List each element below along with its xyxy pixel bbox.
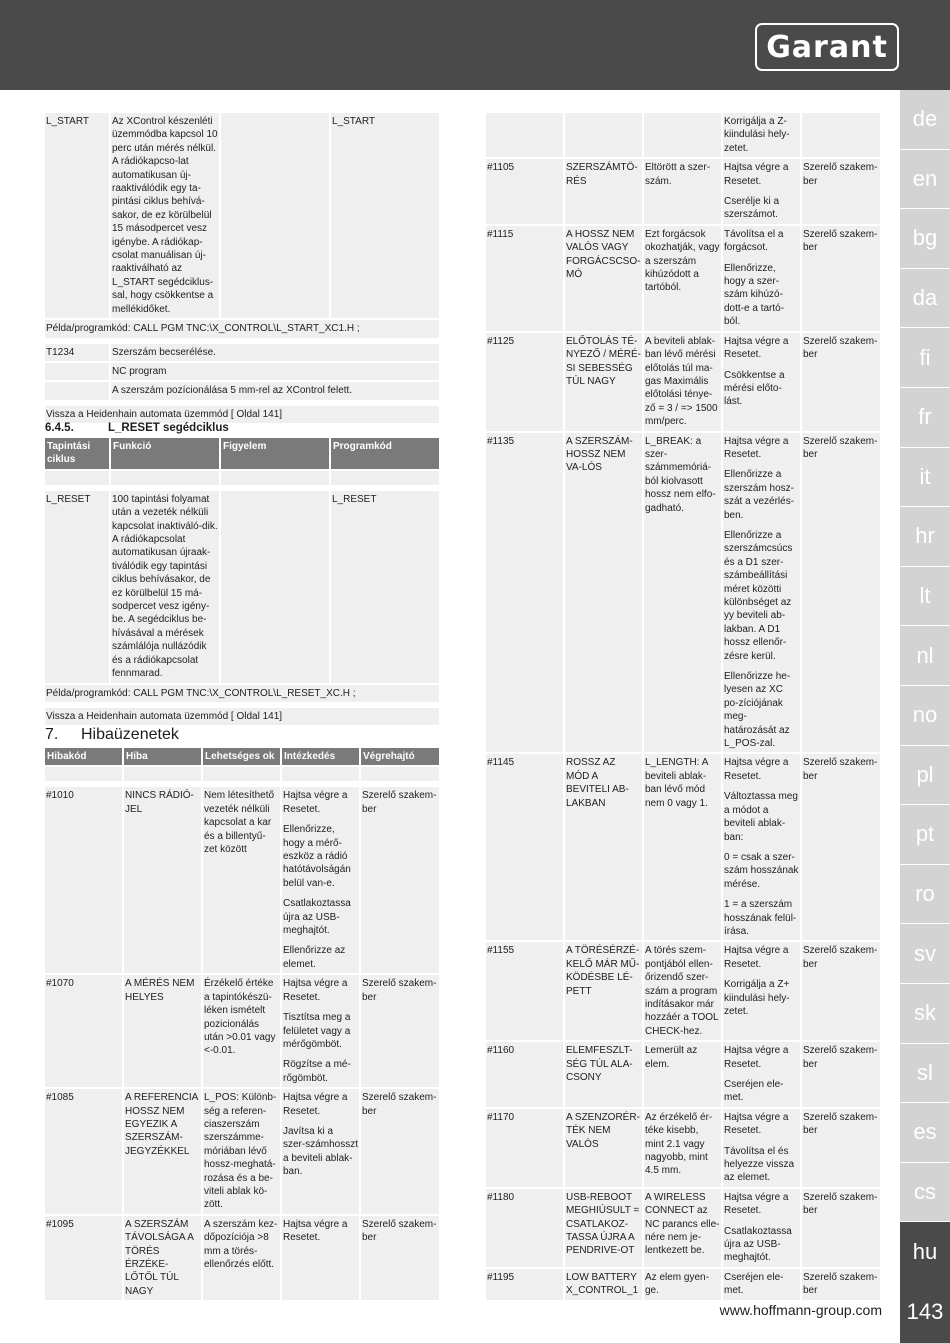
section-number: 6.4.5.: [45, 422, 74, 434]
table-header: [45, 438, 441, 471]
error-row: [45, 1216, 441, 1302]
action-step: Cserélje ki a szerszámot.: [724, 196, 780, 221]
error-executor: Szerelő szakem-ber: [802, 754, 882, 942]
error-cause: [644, 113, 723, 159]
tab-lang-it[interactable]: it: [900, 448, 950, 508]
error-actions: [723, 942, 802, 1042]
error-actions: [723, 1109, 802, 1189]
table-row: [45, 344, 441, 363]
error-executor: Szerelő szakem-ber: [802, 433, 882, 755]
table-row: [45, 382, 441, 401]
step-text: A szerszám pozícionálása 5 mm-rel az XControl felett.: [111, 382, 441, 401]
action-step: Rögzítse a mé-rőgömböt.: [283, 1059, 351, 1084]
lstart-table: [45, 113, 441, 425]
action-step: Csökkentse a mérési előto-lást.: [724, 369, 785, 408]
error-name: NINCS RÁDIÓ-JEL: [124, 787, 203, 975]
error-actions: [723, 1269, 802, 1302]
error-executor: Szerelő szakem-ber: [361, 1216, 441, 1302]
action-step: Hajtsa végre a Resetet.: [724, 1191, 789, 1217]
action-step: Csatlakoztassa újra az USB-meghajtót.: [724, 1225, 792, 1264]
section-heading-645: [45, 422, 229, 434]
code-cell: L_RESET: [331, 491, 441, 685]
error-cause: Lemerült az elem.: [644, 1042, 723, 1109]
error-code: #1125: [486, 333, 565, 433]
error-cause: L_POS: Különb-ség a referen-ciaszerszám szerszámme-móriában lévő hossz-meghatá-rozása és a be-viteli ablak kö-zött.: [203, 1089, 282, 1216]
error-name: A SZERSZÁM-HOSSZ NEM VA-LÓS: [565, 433, 644, 755]
col-header: Intézkedés: [282, 748, 361, 767]
table-row: [45, 320, 441, 339]
error-actions: [723, 1042, 802, 1109]
error-code: #1010: [45, 787, 124, 975]
tab-lang-de[interactable]: de: [900, 90, 950, 150]
table-row: [45, 685, 441, 704]
error-executor: Szerelő szakem-ber: [802, 942, 882, 1042]
tab-lang-da[interactable]: da: [900, 269, 950, 329]
lreset-table: [45, 438, 441, 727]
action-step: Cseréjen ele-met.: [724, 1079, 784, 1104]
col-header: Tapintási ciklus: [45, 438, 111, 471]
tab-lang-ro[interactable]: ro: [900, 865, 950, 925]
section-title: L_RESET segédciklus: [108, 422, 229, 434]
action-step: Ellenőrizze a szerszámcsúcs és a D1 szer-számbeállítási méret közötti különbséget az yy beviteli ab-lakban. A D1 hossz ellenőr-zésre kerül.: [724, 529, 793, 662]
code-cell: L_START: [331, 113, 441, 320]
error-row: [486, 433, 882, 755]
function-cell: Az XControl készenléti üzemmódba kapcsol 10 perc után mérés nélkül. A rádiókapcso-lat automatikusan új-raaktiválódik egy ta-pintási ciklus behívá-sakor, de ez körülbelül 15 másodpercet vesz igénybe. A rádiókap-csolat manuálisan új-raaktiválható az L_START segédciklus-sal, hogy csökkentse a mellékidőket.: [111, 113, 221, 320]
footer-url[interactable]: www.hoffmann-group.com: [719, 1302, 882, 1318]
section-title: Hibaüzenetek: [81, 726, 179, 743]
error-executor: Szerelő szakem-ber: [802, 226, 882, 333]
cycle-cell: L_START: [45, 113, 111, 320]
action-step: 1 = a szerszám hosszának felül-írása.: [724, 899, 797, 937]
function-cell: 100 tapintási folyamat után a vezeték nélküli kapcsolat inaktiváló-dik. A rádiókapcsolat automatikusan újraak-tiválódik egy tapintási ciklus behívásakor, de ez körülbelül 15 má-sodpercet vesz igény-be. A segédciklus be-hívásával a mérések számlálója nullázódik és a rádiókapcsolat fennmarad.: [111, 491, 221, 685]
error-row: [45, 1089, 441, 1216]
error-executor: Szerelő szakem-ber: [802, 1189, 882, 1269]
error-name: A SZENZORÉR-TÉK NEM VALÓS: [565, 1109, 644, 1189]
action-step: Hajtsa végre a Resetet.: [724, 757, 789, 782]
error-row: [45, 787, 441, 975]
error-cause: A törés szem-pontjából ellen-őrizendő szer-szám a program indításakor már hozzáér a TOOL CHECK-hez.: [644, 942, 723, 1042]
action-step: Távolítsa el a forgácsot.: [724, 228, 784, 254]
action-step: Hajtsa végre a Resetet.: [283, 790, 348, 815]
error-executor: Szerelő szakem-ber: [802, 1042, 882, 1109]
action-step: Hajtsa végre a Resetet.: [283, 1092, 348, 1117]
language-tabs: [900, 90, 950, 1282]
error-cause: A szerszám kez-dőpozíciója >8 mm a törés-ellenőrzés előtt.: [203, 1216, 282, 1302]
error-executor: Szerelő szakem-ber: [361, 1089, 441, 1216]
table-row: [45, 491, 441, 685]
tab-lang-sv[interactable]: sv: [900, 924, 950, 984]
tab-lang-nl[interactable]: nl: [900, 626, 950, 686]
error-code: #1155: [486, 942, 565, 1042]
error-executor: Szerelő szakem-ber: [802, 1269, 882, 1302]
tab-lang-fi[interactable]: fi: [900, 328, 950, 388]
error-row: [486, 1109, 882, 1189]
step-text: NC program: [111, 363, 441, 382]
error-actions: [723, 159, 802, 226]
tab-lang-fr[interactable]: fr: [900, 388, 950, 448]
error-name: [565, 113, 644, 159]
error-name: USB-REBOOT MEGHIÚSULT = CSATLAKOZ-TASSA ÚJRA A PENDRIVE-OT: [565, 1189, 644, 1269]
col-header: Programkód: [331, 438, 441, 471]
col-header: Hibakód: [45, 748, 124, 767]
action-step: Távolítsa el és helyezze vissza az elemet.: [724, 1145, 795, 1184]
action-step: Hajtsa végre a Resetet.: [724, 335, 789, 361]
error-actions: [723, 754, 802, 942]
garant-logo: Garant: [755, 23, 899, 71]
error-actions: [282, 1216, 361, 1302]
col-header: Végrehajtó: [361, 748, 441, 767]
error-table-left: [45, 748, 441, 1302]
error-actions: [282, 787, 361, 975]
error-actions: [282, 1089, 361, 1216]
error-code: [486, 113, 565, 159]
error-cause: Ezt forgácsok okozhatják, vagy a szerszám kihúzódott a tartóból.: [644, 226, 723, 333]
example-cell: Példa/programkód: CALL PGM TNC:\X_CONTROL\L_RESET_XC.H ;: [45, 685, 441, 704]
error-row: [486, 1269, 882, 1302]
error-name: A REFERENCIA HOSSZ NEM EGYEZIK A SZERSZÁM-JEGYZÉKKEL: [124, 1089, 203, 1216]
action-step: Hajtsa végre a Resetet.: [724, 1045, 789, 1070]
error-table-right: [486, 113, 882, 1302]
error-name: LOW BATTERY X_CONTROL_1: [565, 1269, 644, 1302]
table-row: [45, 363, 441, 382]
error-actions: [723, 1189, 802, 1269]
error-code: #1170: [486, 1109, 565, 1189]
table-header: [45, 748, 441, 767]
action-step: Hajtsa végre a Resetet.: [724, 945, 789, 970]
error-row: [45, 975, 441, 1089]
error-cause: Érzékelő értéke a tapintókészü-léken ismételt pozicionálás után >0.01 vagy <-0.01.: [203, 975, 282, 1089]
action-step: Ellenőrizze he-lyesen az XC po-zíciójának meg-határozását az L_POS-zal.: [724, 671, 791, 750]
action-step: Cseréjen ele-met.: [724, 1271, 784, 1297]
tab-lang-pt[interactable]: pt: [900, 805, 950, 865]
action-step: Javítsa ki a szer-számhosszt a beviteli ablak-ban.: [283, 1125, 359, 1178]
action-step: Hajtsa végre a Resetet.: [724, 1111, 789, 1137]
error-actions: [723, 433, 802, 755]
error-code: #1070: [45, 975, 124, 1089]
error-code: #1135: [486, 433, 565, 755]
error-code: #1085: [45, 1089, 124, 1216]
tab-lang-hu[interactable]: hu: [900, 1222, 950, 1282]
error-row: [486, 226, 882, 333]
error-name: A HOSSZ NEM VALÓS VAGY FORGÁCSCSO-MÓ: [565, 226, 644, 333]
error-row: [486, 942, 882, 1042]
action-step: Korrigálja a Z+ kiindulási hely-zetet.: [724, 979, 790, 1017]
error-executor: Szerelő szakem-ber: [361, 787, 441, 975]
error-actions: [723, 226, 802, 333]
section-number: 7.: [45, 726, 59, 743]
tab-lang-pl[interactable]: pl: [900, 746, 950, 806]
table-row: [45, 471, 441, 487]
attention-cell: [221, 491, 331, 685]
error-name: A MÉRÉS NEM HELYES: [124, 975, 203, 1089]
col-header: Funkció: [111, 438, 221, 471]
action-step: Változtassa meg a módot a beviteli ablak-ban:: [724, 791, 798, 843]
action-step: Tisztítsa meg a felületet vagy a mérőgömböt.: [283, 1012, 351, 1050]
error-name: SZERSZÁMTÖ-RÉS: [565, 159, 644, 226]
error-cause: L_LENGTH: A beviteli ablak-ban lévő mód nem 0 vagy 1.: [644, 754, 723, 942]
tab-lang-hr[interactable]: hr: [900, 507, 950, 567]
error-row: [486, 1189, 882, 1269]
error-name: ROSSZ AZ MÓD A BEVITELI AB-LAKBAN: [565, 754, 644, 942]
error-code: #1145: [486, 754, 565, 942]
tab-lang-sl[interactable]: sl: [900, 1044, 950, 1104]
error-row: [486, 113, 882, 159]
attention-cell: [221, 113, 331, 320]
back-link[interactable]: Vissza a Heidenhain automata üzemmód [ Oldal 141]: [45, 708, 441, 727]
error-cause: Nem létesíthető vezeték nélküli kapcsolat a kar és a billentyű-zet között: [203, 787, 282, 975]
error-row: [486, 1042, 882, 1109]
table-row: [45, 708, 441, 727]
error-cause: A WIRELESS CONNECT az NC parancs elle-nére nem je-lentkezett be.: [644, 1189, 723, 1269]
action-step: Korrigálja a Z-kiindulási hely-zetet.: [724, 116, 790, 154]
error-code: #1115: [486, 226, 565, 333]
error-actions: [282, 975, 361, 1089]
step-code: T1234: [45, 344, 111, 363]
error-actions: [723, 113, 802, 159]
tab-lang-no[interactable]: no: [900, 686, 950, 746]
tab-lang-en[interactable]: en: [900, 150, 950, 210]
header-bar: [0, 0, 950, 90]
error-actions: [723, 333, 802, 433]
error-row: [486, 333, 882, 433]
section-heading-7: [45, 726, 179, 744]
error-code: #1180: [486, 1189, 565, 1269]
action-step: 0 = csak a szer-szám hosszának mérése.: [724, 851, 799, 890]
error-cause: Az érzékelő ér-téke kisebb, mint 2.1 vagy nagyobb, mint 4.5 mm.: [644, 1109, 723, 1189]
action-step: Hajtsa végre a Resetet.: [283, 1218, 348, 1244]
table-row: [45, 113, 441, 320]
step-code: [45, 382, 111, 401]
error-name: ELEMFESZLT-SÉG TÚL ALA-CSONY: [565, 1042, 644, 1109]
action-step: Hajtsa végre a Resetet.: [283, 978, 348, 1003]
error-executor: Szerelő szakem-ber: [802, 159, 882, 226]
error-code: #1105: [486, 159, 565, 226]
action-step: Ellenőrizze a szerszám hosz-szát a vezérlés-ben.: [724, 469, 795, 521]
error-code: #1095: [45, 1216, 124, 1302]
error-executor: Szerelő szakem-ber: [802, 1109, 882, 1189]
error-code: #1195: [486, 1269, 565, 1302]
action-step: Csatlakoztassa újra az USB-meghajtót.: [283, 898, 351, 937]
error-row: [486, 754, 882, 942]
table-row: [45, 767, 441, 783]
error-cause: Az elem gyen-ge.: [644, 1269, 723, 1302]
error-cause: L_BREAK: a szer-számmemóriá-ból kiolvasott hossz nem elfo-gadható.: [644, 433, 723, 755]
tab-lang-es[interactable]: es: [900, 1103, 950, 1163]
error-cause: A beviteli ablak-ban lévő mérési előtolás túl ma-gas Maximális előtolási ténye-ző = 3 / => 1500 mm/perc.: [644, 333, 723, 433]
tab-lang-bg[interactable]: bg: [900, 209, 950, 269]
action-step: Ellenőrizze, hogy a szer-szám kihúzó-dott-e a tartó-ból.: [724, 262, 785, 328]
step-text: Szerszám becserélése.: [111, 344, 441, 363]
error-executor: Szerelő szakem-ber: [802, 333, 882, 433]
error-row: [486, 159, 882, 226]
tab-lang-cs[interactable]: cs: [900, 1163, 950, 1223]
tab-lang-lt[interactable]: lt: [900, 567, 950, 627]
cycle-cell: L_RESET: [45, 491, 111, 685]
step-code: [45, 363, 111, 382]
error-executor: Szerelő szakem-ber: [361, 975, 441, 1089]
page-number: 143: [900, 1281, 950, 1343]
error-name: ELŐTOLÁS TÉ-NYEZŐ / MÉRÉ-SI SEBESSÉG TÚL NAGY: [565, 333, 644, 433]
example-cell: Példa/programkód: CALL PGM TNC:\X_CONTROL\L_START_XC1.H ;: [45, 320, 441, 339]
back-link[interactable]: Vissza a Heidenhain automata üzemmód [ Oldal 141]: [45, 406, 441, 425]
error-name: A TÖRÉSÉRZÉ-KELŐ MÁR MŰ-KÖDÉSBE LÉ-PETT: [565, 942, 644, 1042]
action-step: Ellenőrizze, hogy a mérő-eszköz a rádió hatótávolságán belül van-e.: [283, 824, 351, 889]
error-cause: Eltörött a szer-szám.: [644, 159, 723, 226]
col-header: Figyelem: [221, 438, 331, 471]
tab-lang-sk[interactable]: sk: [900, 984, 950, 1044]
action-step: Hajtsa végre a Resetet.: [724, 435, 789, 460]
error-executor: [802, 113, 882, 159]
col-header: Lehetséges ok: [203, 748, 282, 767]
error-name: A SZERSZÁM TÁVOLSÁGA A TÖRÉS ÉRZÉKE-LŐTŐL TÚL NAGY: [124, 1216, 203, 1302]
col-header: Hiba: [124, 748, 203, 767]
error-code: #1160: [486, 1042, 565, 1109]
action-step: Hajtsa végre a Resetet.: [724, 162, 789, 187]
action-step: Ellenőrizze az elemet.: [283, 945, 346, 970]
